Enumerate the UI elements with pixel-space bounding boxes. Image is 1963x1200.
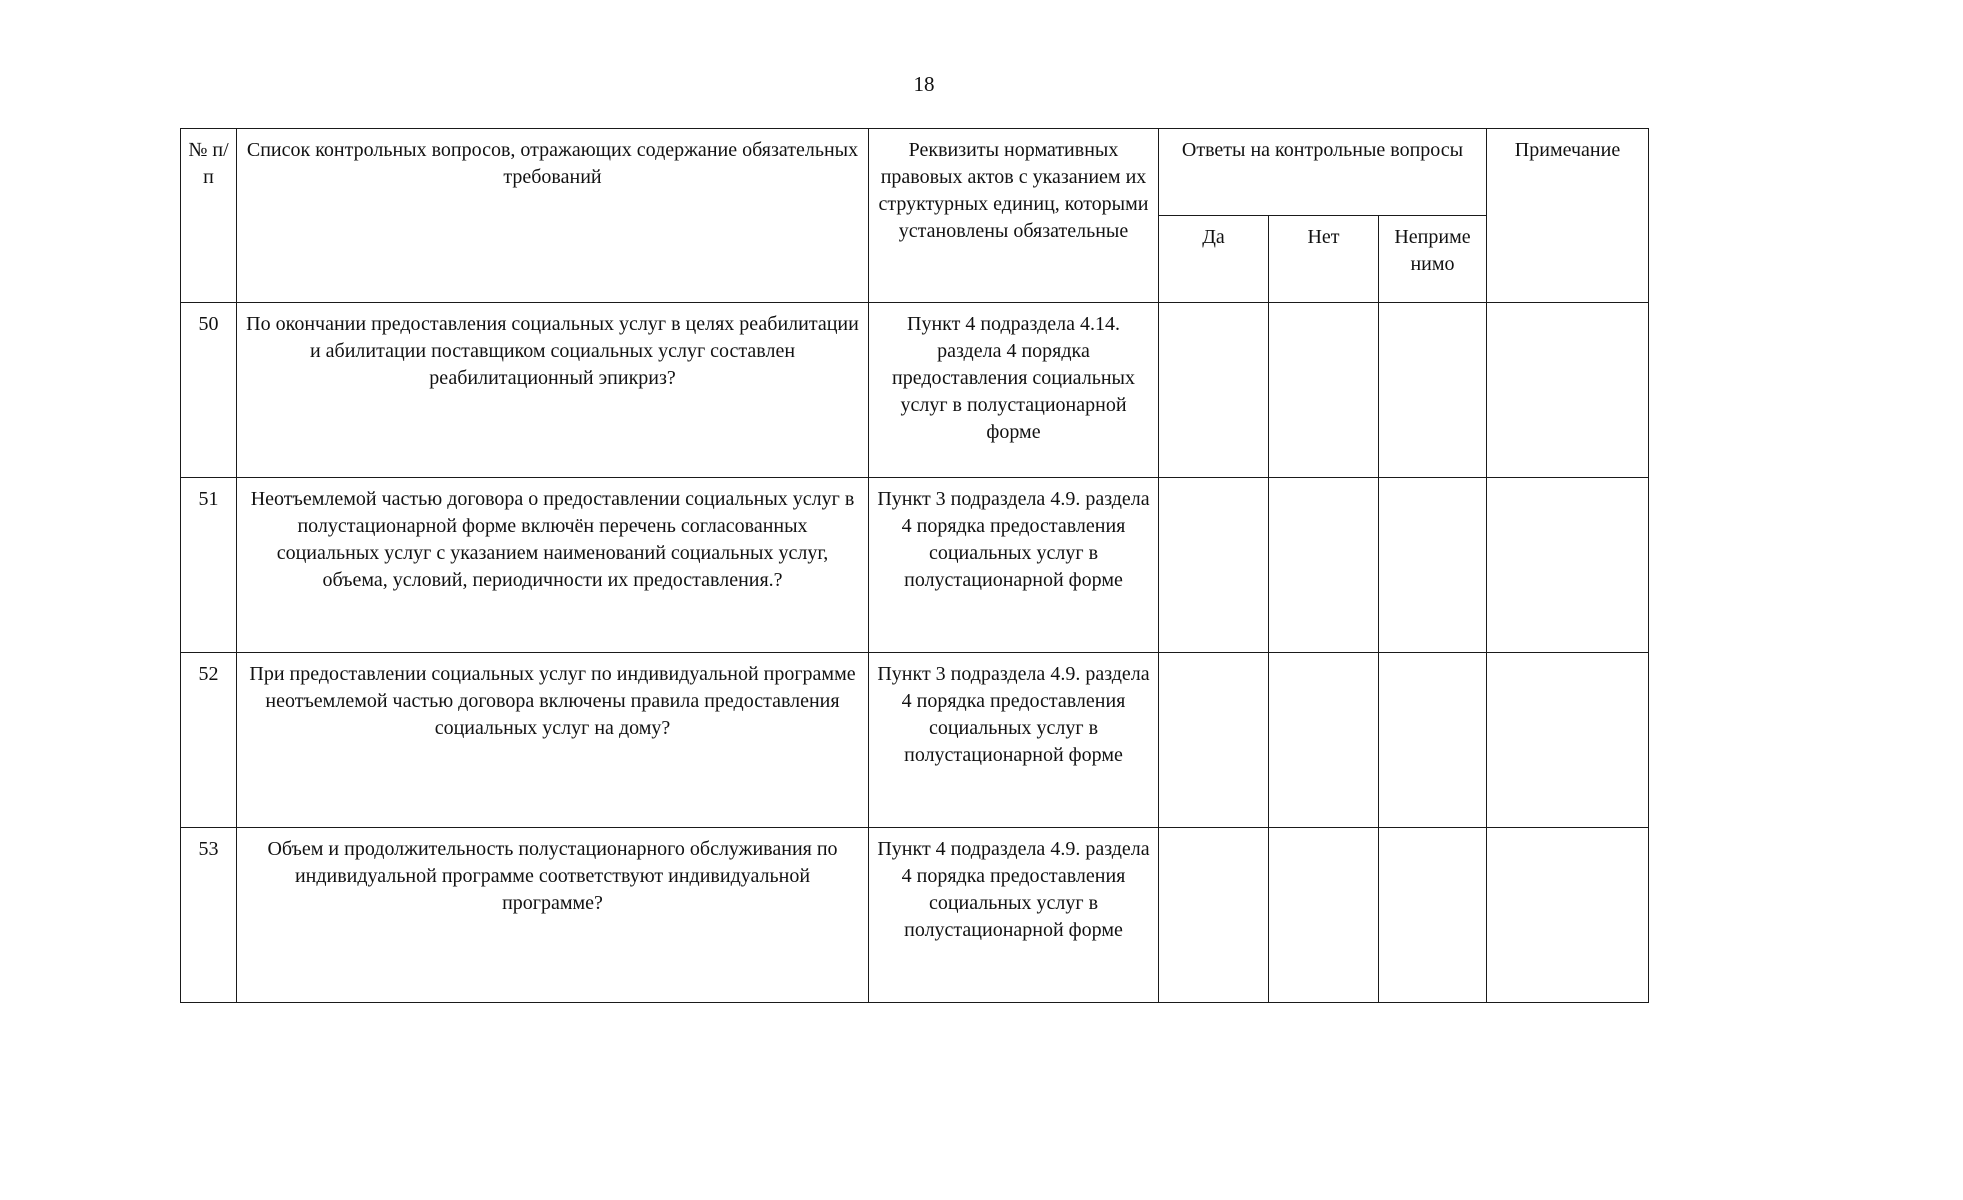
row-requisite	[869, 478, 1159, 653]
header-requisites-text: Реквизиты нормативных правовых актов с указанием их структурных единиц, которыми установлены обязательные	[878, 139, 1149, 242]
header-requisites	[869, 129, 1159, 303]
row-num: 53	[181, 828, 237, 1003]
header-yes: Да	[1159, 216, 1269, 303]
header-not-applicable: Неприме нимо	[1379, 216, 1487, 303]
row-num: 52	[181, 653, 237, 828]
answer-na-cell[interactable]	[1379, 828, 1487, 1003]
checklist-table	[180, 128, 1649, 1003]
row-requisite	[869, 303, 1159, 478]
table-header-row	[181, 129, 1649, 216]
row-num: 51	[181, 478, 237, 653]
row-question-text: При предоставлении социальных услуг по индивидуальной программе неотъемлемой частью договора включены правила предоставления социальных услуг на дому?	[249, 663, 856, 739]
row-requisite-text: Пункт 4 подраздела 4.9. раздела 4 порядка предоставления социальных услуг в полустационарной форме	[877, 838, 1150, 941]
table-row	[181, 303, 1649, 478]
answer-no-cell[interactable]	[1269, 653, 1379, 828]
answer-yes-cell[interactable]	[1159, 653, 1269, 828]
row-requisite	[869, 828, 1159, 1003]
row-question	[237, 303, 869, 478]
answer-no-cell[interactable]	[1269, 303, 1379, 478]
page-number: 18	[913, 72, 935, 96]
row-question-text: Объем и продолжительность полустационарного обслуживания по индивидуальной программе соответствуют индивидуальной программе?	[267, 838, 838, 914]
row-question-text: По окончании предоставления социальных услуг в целях реабилитации и абилитации поставщиком социальных услуг составлен реабилитационный эпикриз?	[246, 313, 859, 389]
answer-yes-cell[interactable]	[1159, 828, 1269, 1003]
header-num: № п/п	[181, 129, 237, 303]
note-cell[interactable]	[1487, 478, 1649, 653]
answer-no-cell[interactable]	[1269, 478, 1379, 653]
answer-no-cell[interactable]	[1269, 828, 1379, 1003]
answer-na-cell[interactable]	[1379, 478, 1487, 653]
note-cell[interactable]	[1487, 303, 1649, 478]
row-requisite-text: Пункт 4 подраздела 4.14. раздела 4 порядка предоставления социальных услуг в полустационарной форме	[892, 313, 1135, 443]
answer-yes-cell[interactable]	[1159, 478, 1269, 653]
table-row	[181, 828, 1649, 1003]
row-requisite	[869, 653, 1159, 828]
note-cell[interactable]	[1487, 653, 1649, 828]
header-answers: Ответы на контрольные вопросы	[1159, 129, 1487, 216]
header-question: Список контрольных вопросов, отражающих содержание обязательных требований	[237, 129, 869, 303]
row-question	[237, 828, 869, 1003]
header-note: Примечание	[1487, 129, 1649, 303]
row-question	[237, 478, 869, 653]
header-no: Нет	[1269, 216, 1379, 303]
answer-na-cell[interactable]	[1379, 303, 1487, 478]
answer-yes-cell[interactable]	[1159, 303, 1269, 478]
row-requisite-text: Пункт 3 подраздела 4.9. раздела 4 порядка предоставления социальных услуг в полустационарной форме	[877, 488, 1150, 591]
table-row	[181, 478, 1649, 653]
row-requisite-text: Пункт 3 подраздела 4.9. раздела 4 порядка предоставления социальных услуг в полустационарной форме	[877, 663, 1150, 766]
row-num: 50	[181, 303, 237, 478]
note-cell[interactable]	[1487, 828, 1649, 1003]
row-question-text: Неотъемлемой частью договора о предоставлении социальных услуг в полустационарной форме включён перечень согласованных социальных услуг с указанием наименований социальных услуг, объема, условий, периодичности их предоставления.?	[250, 488, 855, 591]
row-question	[237, 653, 869, 828]
table-row	[181, 653, 1649, 828]
answer-na-cell[interactable]	[1379, 653, 1487, 828]
